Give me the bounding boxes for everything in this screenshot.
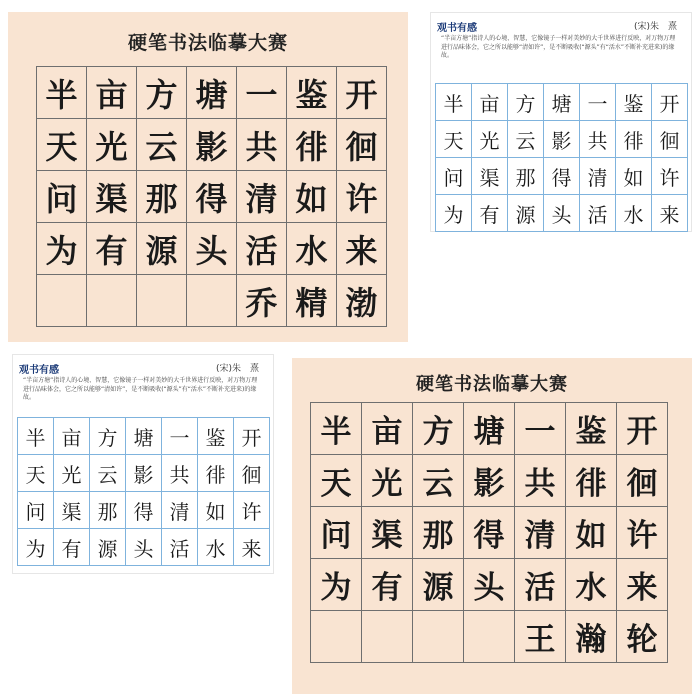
character-cell: 半 xyxy=(18,418,54,455)
character-cell: 徊 xyxy=(234,455,270,492)
character-cell: 云 xyxy=(137,119,187,171)
character-cell: 有 xyxy=(362,559,413,611)
character-cell: 徘 xyxy=(566,455,617,507)
character-cell: 影 xyxy=(187,119,237,171)
character-cell: 源 xyxy=(90,529,126,566)
sheet-2-author: (宋)朱 熹 xyxy=(633,22,677,32)
character-cell: 共 xyxy=(162,455,198,492)
character-cell: 问 xyxy=(18,492,54,529)
sheet-3-grid xyxy=(17,417,270,566)
character-cell: 鉴 xyxy=(287,67,337,119)
character-cell: 那 xyxy=(90,492,126,529)
character-cell: 清 xyxy=(237,171,287,223)
character-cell: 半 xyxy=(436,84,472,121)
character-cell: 源 xyxy=(413,559,464,611)
character-cell: 开 xyxy=(617,403,668,455)
sheet-2-description: “半亩方塘”指诗人的心境、智慧，它像镜子一样对美妙的大千世界进行反映，对万物万理进行品味体会，它之所以能够“清如许”，是不断吸收(“源头”有“活水”不断补充进来)的缘故。 xyxy=(441,35,676,60)
character-cell: 塘 xyxy=(464,403,515,455)
character-cell: 开 xyxy=(234,418,270,455)
character-cell: 共 xyxy=(237,119,287,171)
character-cell: 方 xyxy=(90,418,126,455)
character-cell xyxy=(362,611,413,663)
character-cell: 半 xyxy=(311,403,362,455)
character-cell: 为 xyxy=(37,223,87,275)
sheet-1-title: 硬笔书法临摹大赛 xyxy=(127,32,288,54)
character-cell: 徘 xyxy=(198,455,234,492)
character-cell: 有 xyxy=(472,195,508,232)
character-cell: 如 xyxy=(287,171,337,223)
character-cell: 一 xyxy=(237,67,287,119)
sheet-4-grid xyxy=(310,402,668,663)
character-cell: 影 xyxy=(464,455,515,507)
character-cell: 水 xyxy=(287,223,337,275)
character-cell: 头 xyxy=(187,223,237,275)
character-cell: 渠 xyxy=(362,507,413,559)
character-cell: 头 xyxy=(126,529,162,566)
character-cell: 那 xyxy=(137,171,187,223)
character-cell: 头 xyxy=(544,195,580,232)
character-cell: 开 xyxy=(337,67,387,119)
character-cell: 方 xyxy=(413,403,464,455)
character-cell: 轮 xyxy=(617,611,668,663)
character-cell: 问 xyxy=(37,171,87,223)
character-cell xyxy=(187,275,237,327)
printed-sheet-1 xyxy=(430,12,692,232)
character-cell: 渠 xyxy=(472,158,508,195)
character-cell: 光 xyxy=(472,121,508,158)
handwritten-sheet-1 xyxy=(8,12,408,342)
character-cell: 亩 xyxy=(87,67,137,119)
character-cell: 方 xyxy=(137,67,187,119)
character-cell: 许 xyxy=(617,507,668,559)
character-cell: 清 xyxy=(162,492,198,529)
character-cell: 共 xyxy=(580,121,616,158)
character-cell: 一 xyxy=(515,403,566,455)
character-cell: 乔 xyxy=(237,275,287,327)
character-cell xyxy=(87,275,137,327)
character-cell: 活 xyxy=(162,529,198,566)
character-cell: 亩 xyxy=(54,418,90,455)
character-cell: 鉴 xyxy=(566,403,617,455)
character-cell xyxy=(37,275,87,327)
character-cell: 如 xyxy=(198,492,234,529)
character-cell: 活 xyxy=(580,195,616,232)
character-cell: 天 xyxy=(37,119,87,171)
character-cell xyxy=(137,275,187,327)
character-cell: 源 xyxy=(508,195,544,232)
character-cell: 源 xyxy=(137,223,187,275)
character-cell: 渠 xyxy=(87,171,137,223)
sheet-1-grid xyxy=(36,66,387,327)
character-cell: 那 xyxy=(413,507,464,559)
character-cell: 光 xyxy=(54,455,90,492)
character-cell: 许 xyxy=(652,158,688,195)
sheet-3-description: “半亩方塘”指诗人的心境、智慧，它像镜子一样对美妙的大千世界进行反映，对万物万理进行品味体会，它之所以能够“清如许”，是不断吸收(“源头”有“活水”不断补充进来)的缘故。 xyxy=(23,377,258,402)
character-cell: 云 xyxy=(90,455,126,492)
character-cell: 徊 xyxy=(337,119,387,171)
character-cell: 半 xyxy=(37,67,87,119)
character-cell: 许 xyxy=(234,492,270,529)
character-cell: 精 xyxy=(287,275,337,327)
character-cell: 水 xyxy=(198,529,234,566)
character-cell: 塘 xyxy=(544,84,580,121)
character-cell: 渠 xyxy=(54,492,90,529)
character-cell: 得 xyxy=(126,492,162,529)
character-cell: 问 xyxy=(436,158,472,195)
character-cell: 光 xyxy=(87,119,137,171)
character-cell: 鉴 xyxy=(198,418,234,455)
character-cell xyxy=(464,611,515,663)
character-cell: 得 xyxy=(544,158,580,195)
character-cell: 亩 xyxy=(472,84,508,121)
character-cell: 得 xyxy=(187,171,237,223)
character-cell: 瀚 xyxy=(566,611,617,663)
character-cell: 天 xyxy=(311,455,362,507)
character-cell: 亩 xyxy=(362,403,413,455)
character-cell: 塘 xyxy=(126,418,162,455)
character-cell: 来 xyxy=(234,529,270,566)
character-cell: 云 xyxy=(413,455,464,507)
character-cell: 活 xyxy=(515,559,566,611)
character-cell: 头 xyxy=(464,559,515,611)
character-cell: 为 xyxy=(311,559,362,611)
character-cell: 王 xyxy=(515,611,566,663)
character-cell: 徘 xyxy=(287,119,337,171)
sheet-3-author: (宋)朱 熹 xyxy=(215,364,259,374)
character-cell: 徘 xyxy=(616,121,652,158)
character-cell: 鉴 xyxy=(616,84,652,121)
sheet-2-title: 观书有感 xyxy=(437,23,477,34)
character-cell: 徊 xyxy=(652,121,688,158)
character-cell: 徊 xyxy=(617,455,668,507)
character-cell: 一 xyxy=(580,84,616,121)
character-cell: 开 xyxy=(652,84,688,121)
character-cell: 渤 xyxy=(337,275,387,327)
sheet-2-grid xyxy=(435,83,688,232)
character-cell: 问 xyxy=(311,507,362,559)
character-cell: 为 xyxy=(18,529,54,566)
character-cell: 清 xyxy=(515,507,566,559)
character-cell: 方 xyxy=(508,84,544,121)
character-cell: 天 xyxy=(436,121,472,158)
character-cell: 那 xyxy=(508,158,544,195)
character-cell: 天 xyxy=(18,455,54,492)
character-cell: 得 xyxy=(464,507,515,559)
character-cell: 如 xyxy=(616,158,652,195)
character-cell: 云 xyxy=(508,121,544,158)
character-cell: 有 xyxy=(87,223,137,275)
printed-sheet-2 xyxy=(12,354,274,574)
character-cell: 许 xyxy=(337,171,387,223)
character-cell: 如 xyxy=(566,507,617,559)
character-cell: 清 xyxy=(580,158,616,195)
character-cell: 影 xyxy=(544,121,580,158)
character-cell: 来 xyxy=(337,223,387,275)
character-cell: 来 xyxy=(617,559,668,611)
character-cell: 活 xyxy=(237,223,287,275)
character-cell: 共 xyxy=(515,455,566,507)
handwritten-sheet-2 xyxy=(292,358,692,694)
character-cell xyxy=(413,611,464,663)
character-cell: 为 xyxy=(436,195,472,232)
character-cell: 一 xyxy=(162,418,198,455)
sheet-4-title: 硬笔书法临摹大赛 xyxy=(416,374,568,395)
character-cell: 影 xyxy=(126,455,162,492)
character-cell: 水 xyxy=(616,195,652,232)
character-cell xyxy=(311,611,362,663)
character-cell: 塘 xyxy=(187,67,237,119)
character-cell: 有 xyxy=(54,529,90,566)
character-cell: 水 xyxy=(566,559,617,611)
character-cell: 来 xyxy=(652,195,688,232)
sheet-3-title: 观书有感 xyxy=(19,365,59,376)
character-cell: 光 xyxy=(362,455,413,507)
